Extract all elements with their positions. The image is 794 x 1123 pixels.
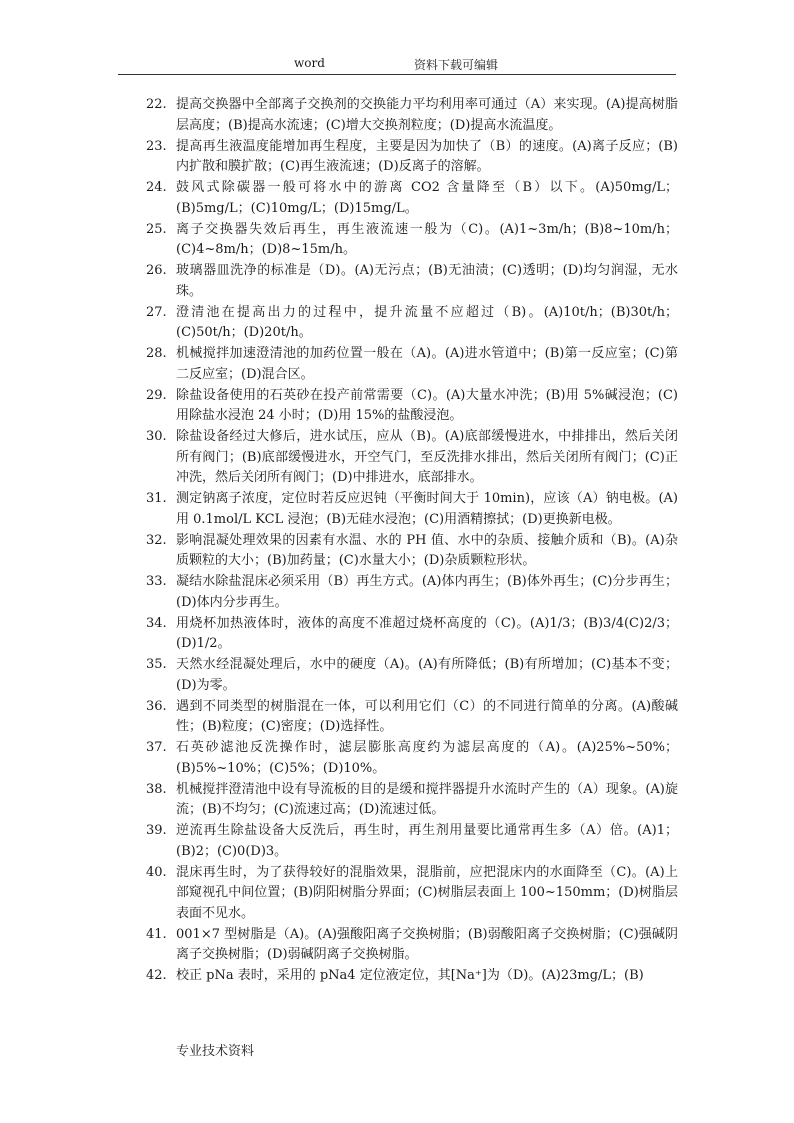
question-text: 测定钠离子浓度，定位时若反应迟钝（平衡时间大于 10min)，应该（A）钠电极。(A)用 0.1mol/L KCL 浸泡；(B)无硅水浸泡；(C)用酒精擦拭；(D)更换新电极。 [176,491,678,527]
question-item [138,655,678,696]
question-list [138,95,678,987]
question-text: 001×7 型树脂是（A)。(A)强酸阳离子交换树脂；(B)弱酸阳离子交换树脂；(C)强碱阴离子交换树脂；(D)弱碱阴离子交换树脂。 [176,926,678,962]
question-text: 混床再生时，为了获得较好的混脂效果，混脂前，应把混床内的水面降至（C)。(A)上部窥视孔中间位置；(B)阴阳树脂分界面；(C)树脂层表面上 100~150mm；(D)树脂层表面不见水。 [176,864,678,921]
question-text: 逆流再生除盐设备大反洗后，再生时，再生剂用量要比通常再生多（A）倍。(A)1；(B)2；(C)0(D)3。 [176,823,678,859]
question-item [138,95,678,136]
page-header [118,56,676,74]
question-number: 23. [146,138,167,154]
question-number: 27. [146,304,167,320]
question-item [138,303,678,344]
question-item [138,966,678,987]
question-text: 鼓风式除碳器一般可将水中的游离 CO2 含量降至（B）以下。(A)50mg/L；(B)5mg/L；(C)10mg/L；(D)15mg/L。 [176,180,678,216]
question-text: 离子交换器失效后再生，再生液流速一般为（C)。(A)1~3m/h；(B)8~10m/h；(C)4~8m/h；(D)8~15m/h。 [176,221,678,257]
question-text: 凝结水除盐混床必须采用（B）再生方式。(A)体内再生；(B)体外再生；(C)分步再生；(D)体内分步再生。 [176,574,678,610]
question-number: 36. [146,698,167,714]
question-number: 29. [146,387,167,403]
question-item [138,531,678,572]
question-item [138,738,678,779]
question-number: 32. [146,532,167,548]
question-number: 38. [146,781,167,797]
question-number: 30. [146,429,167,444]
question-text: 澄清池在提高出力的过程中，提升流量不应超过（B)。(A)10t/h；(B)30t/h；(C)50t/h；(D)20t/h。 [176,304,678,340]
question-number: 40. [146,864,167,880]
question-text: 机械搅拌加速澄清池的加药位置一般在（A)。(A)进水管道中；(B)第一反应室；(C)第二反应室；(D)混合区。 [176,346,678,382]
question-item [138,261,678,302]
question-number: 39. [146,823,167,838]
question-item [138,614,678,655]
question-text: 石英砂滤池反洗操作时，滤层膨胀高度约为滤层高度的（A)。(A)25%~50%；(B)5%~10%；(C)5%；(D)10%。 [176,740,678,776]
question-text: 影响混凝处理效果的因素有水温、水的 PH 值、水中的杂质、接触介质和（B)。(A)杂质颗粒的大小；(B)加药量；(C)水量大小；(D)杂质颗粒形状。 [176,532,678,568]
question-item [138,821,678,862]
question-item [138,220,678,261]
question-text: 除盐设备使用的石英砂在投产前常需要（C)。(A)大量水冲洗；(B)用 5%碱浸泡；(C)用除盐水浸泡 24 小时；(D)用 15%的盐酸浸泡。 [176,387,678,423]
question-item [138,427,678,489]
question-text: 遇到不同类型的树脂混在一体，可以利用它们（C）的不同进行简单的分离。(A)酸碱性；(B)粒度；(C)密度；(D)选择性。 [176,698,678,734]
question-text: 机械搅拌澄清池中设有导流板的目的是缓和搅拌器提升水流时产生的（A）现象。(A)旋流；(B)不均匀；(C)流速过高；(D)流速过低。 [176,781,678,817]
question-number: 35. [146,657,167,672]
question-number: 28. [146,346,167,361]
header-divider [118,74,676,75]
question-text: 提高交换器中全部离子交换剂的交换能力平均利用率可通过（A）来实现。(A)提高树脂层高度；(B)提高水流速；(C)增大交换剂粒度；(D)提高水流温度。 [176,97,678,133]
question-text: 提高再生液温度能增加再生程度，主要是因为加快了（B）的速度。(A)离子反应；(B)内扩散和膜扩散；(C)再生液流速；(D)反离子的溶解。 [176,138,678,174]
question-item [138,137,678,178]
page-footer: 专业技术资料 [176,1044,255,1059]
question-item [138,572,678,613]
question-text: 玻璃器皿洗净的标准是（D)。(A)无污点；(B)无油渍；(C)透明；(D)均匀润湿，无水珠。 [176,263,678,299]
question-item [138,863,678,925]
question-number: 26. [146,263,167,278]
header-right-text: 资料下载可编辑 [414,58,499,72]
question-number: 31. [146,491,167,506]
question-number: 24. [146,180,167,195]
question-item [138,344,678,385]
question-number: 41. [146,926,167,942]
question-text: 除盐设备经过大修后，进水试压，应从（B)。(A)底部缓慢进水，中排排出，然后关闭所有阀门；(B)底部缓慢进水，开空气门，至反洗排水排出，然后关闭所有阀门；(C)正冲洗，然后关闭所有阀门；(D)中排进水，底部排水。 [176,429,678,485]
question-item [138,780,678,821]
question-item [138,925,678,966]
question-number: 42. [146,968,167,983]
question-item [138,386,678,427]
question-item [138,697,678,738]
header-left-text: word [294,56,325,70]
question-text: 用烧杯加热液体时，液体的高度不准超过烧杯高度的（C)。(A)1/3；(B)3/4(C)2/3；(D)1/2。 [176,615,678,651]
question-number: 37. [146,740,167,755]
question-number: 34. [146,615,167,631]
question-number: 33. [146,574,167,589]
question-text: 天然水经混凝处理后，水中的硬度（A)。(A)有所降低；(B)有所增加；(C)基本不变；(D)为零。 [176,657,678,693]
question-number: 25. [146,221,167,237]
question-item [138,489,678,530]
question-number: 22. [146,97,167,112]
question-item [138,178,678,219]
question-text: 校正 pNa 表时，采用的 pNa4 定位液定位，其[Na⁺]为（D)。(A)23mg/L；(B) [176,968,644,983]
